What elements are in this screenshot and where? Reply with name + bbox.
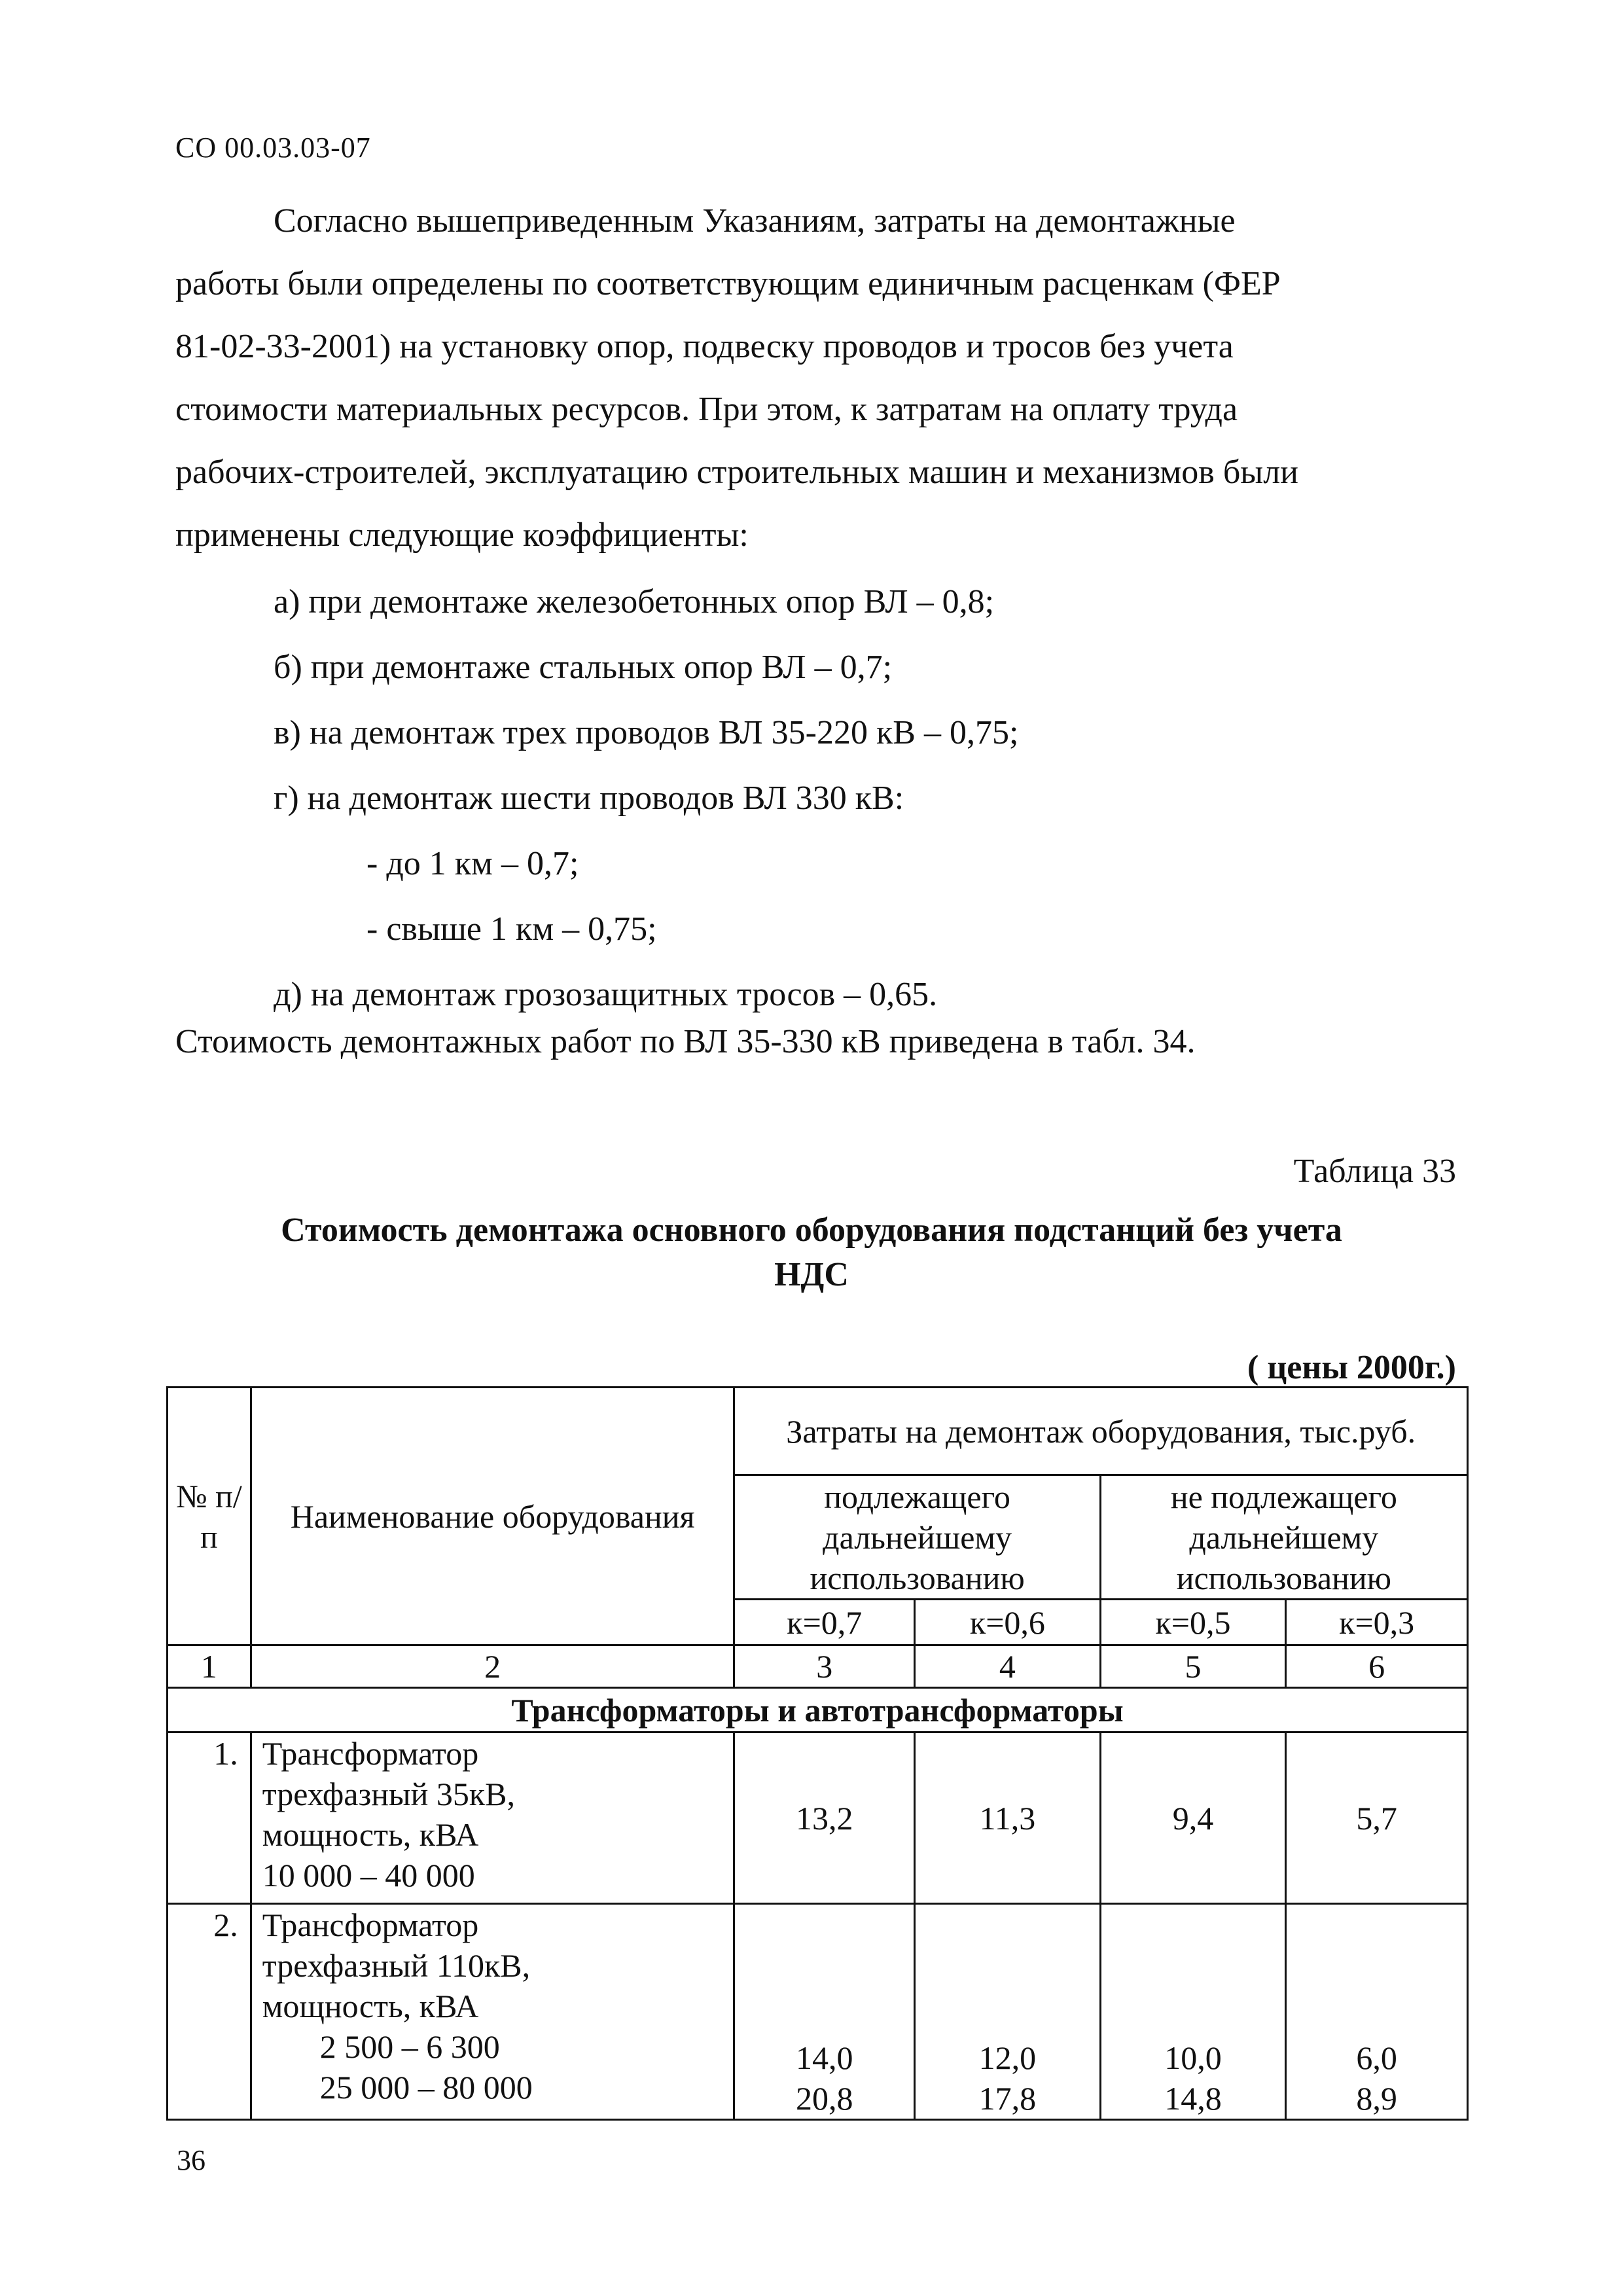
power-range: 25 000 – 80 000 xyxy=(319,2069,533,2106)
column-number: 5 xyxy=(1100,1645,1286,1688)
value-cell xyxy=(1100,1904,1286,2120)
value-cell: 11,3 xyxy=(915,1732,1101,1904)
name-line: мощность, кВА xyxy=(262,1816,479,1853)
table-title: Стоимость демонтажа основного оборудования подстанций без учета xyxy=(281,1211,1342,1249)
section-row xyxy=(168,1688,1468,1732)
header-noreuse: не подлежащего дальнейшему использованию xyxy=(1100,1475,1467,1600)
header-row xyxy=(168,1388,1468,1475)
header-num: № п/п xyxy=(168,1388,251,1645)
column-number: 3 xyxy=(734,1645,915,1688)
power-range: 2 500 – 6 300 xyxy=(319,2028,500,2065)
value: 14,0 xyxy=(796,2039,853,2076)
intro-line: применены следующие коэффициенты: xyxy=(175,516,749,554)
value-cell xyxy=(734,1904,915,2120)
coefficient-g-sub2: - свыше 1 км – 0,75; xyxy=(366,910,657,948)
coefficient-g-sub1: - до 1 км – 0,7; xyxy=(366,845,579,882)
price-note: ( цены 2000г.) xyxy=(1247,1349,1456,1386)
value: 17,8 xyxy=(978,2080,1037,2117)
name-line: мощность, кВА xyxy=(262,1988,479,2024)
column-number: 4 xyxy=(915,1645,1101,1688)
value-cell: 5,7 xyxy=(1286,1732,1468,1904)
coefficient-v: в) на демонтаж трех проводов ВЛ 35-220 кВ – 0,75; xyxy=(274,714,1019,751)
cost-table xyxy=(166,1386,1469,2121)
table-title-line2: НДС xyxy=(774,1256,849,1293)
coefficient-g: г) на демонтаж шести проводов ВЛ 330 кВ: xyxy=(274,780,904,817)
intro-line: стоимости материальных ресурсов. При этом, к затратам на оплату труда xyxy=(175,391,1238,428)
column-number-row xyxy=(168,1645,1468,1688)
table-row xyxy=(168,1904,1468,2120)
k-cell: к=0,5 xyxy=(1100,1600,1286,1645)
document-code: СО 00.03.03-07 xyxy=(175,132,371,164)
name-line: 10 000 – 40 000 xyxy=(262,1857,475,1893)
summary-text: Стоимость демонтажных работ по ВЛ 35-330 кВ приведена в табл. 34. xyxy=(175,1023,1196,1060)
value: 14,8 xyxy=(1164,2080,1222,2117)
k-cell: к=0,6 xyxy=(915,1600,1101,1645)
value-cell xyxy=(915,1904,1101,2120)
equipment-name xyxy=(251,1732,734,1904)
coefficient-d: д) на демонтаж грозозащитных тросов – 0,65. xyxy=(274,976,938,1013)
coefficient-b: б) при демонтаже стальных опор ВЛ – 0,7; xyxy=(274,649,893,686)
coefficient-a: а) при демонтаже железобетонных опор ВЛ – 0,8; xyxy=(274,583,995,620)
intro-line: 81-02-33-2001) на установку опор, подвеску проводов и тросов без учета xyxy=(175,328,1234,365)
k-cell: к=0,7 xyxy=(734,1600,915,1645)
intro-line: работы были определены по соответствующим единичным расценкам (ФЕР xyxy=(175,265,1281,302)
column-number: 2 xyxy=(251,1645,734,1688)
value: 20,8 xyxy=(796,2080,853,2117)
intro-paragraph xyxy=(175,190,1458,567)
header-reuse: подлежащего дальнейшему использованию xyxy=(734,1475,1100,1600)
section-title: Трансформаторы и автотрансформаторы xyxy=(168,1688,1468,1732)
k-cell: к=0,3 xyxy=(1286,1600,1468,1645)
name-line: Трансформатор xyxy=(262,1907,479,1943)
column-number: 1 xyxy=(168,1645,251,1688)
value: 12,0 xyxy=(978,2039,1037,2076)
row-number: 1. xyxy=(168,1732,251,1904)
value: 6,0 xyxy=(1356,2039,1397,2076)
column-number: 6 xyxy=(1286,1645,1468,1688)
page-number: 36 xyxy=(177,2144,205,2176)
intro-line: Согласно вышеприведенным Указаниям, затраты на демонтажные xyxy=(274,202,1236,240)
table-row xyxy=(168,1732,1468,1904)
intro-line: рабочих-строителей, эксплуатацию строительных машин и механизмов были xyxy=(175,454,1298,491)
equipment-name xyxy=(251,1904,734,2120)
row-number: 2. xyxy=(168,1904,251,2120)
name-line: Трансформатор xyxy=(262,1735,479,1772)
value-cell xyxy=(1286,1904,1468,2120)
value-cell: 13,2 xyxy=(734,1732,915,1904)
header-costs: Затраты на демонтаж оборудования, тыс.руб. xyxy=(734,1388,1468,1475)
header-name: Наименование оборудования xyxy=(251,1388,734,1645)
name-line: трехфазный 35кВ, xyxy=(262,1776,515,1812)
value-cell: 9,4 xyxy=(1100,1732,1286,1904)
value: 10,0 xyxy=(1164,2039,1222,2076)
value: 8,9 xyxy=(1356,2080,1397,2117)
table-label: Таблица 33 xyxy=(1293,1153,1456,1190)
name-line: трехфазный 110кВ, xyxy=(262,1947,531,1984)
